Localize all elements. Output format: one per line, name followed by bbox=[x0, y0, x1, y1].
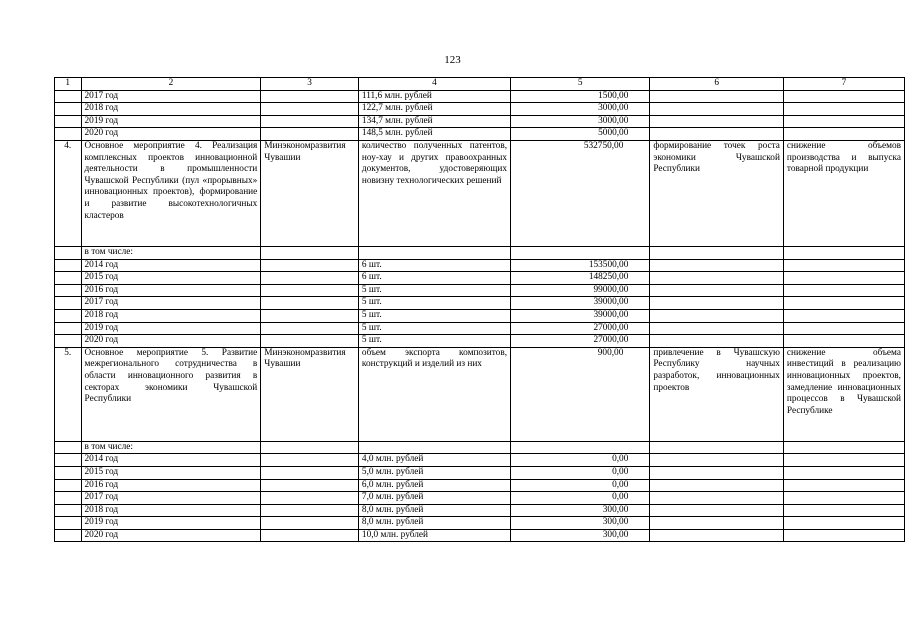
indicator-cell: 6,0 млн. рублей bbox=[358, 479, 510, 492]
indicator-cell: 5 шт. bbox=[358, 297, 510, 310]
year-cell: 2020 год bbox=[81, 529, 261, 542]
column-number: 6 bbox=[650, 78, 784, 91]
indicator-cell: 7,0 млн. рублей bbox=[358, 492, 510, 505]
expected-result: формирование точек роста экономики Чувашской Республики bbox=[650, 140, 784, 246]
activity-row-5 bbox=[55, 347, 905, 441]
amount-cell: 0,00 bbox=[511, 479, 650, 492]
year-cell: 2015 год bbox=[81, 272, 261, 285]
year-cell: 2015 год bbox=[81, 466, 261, 479]
amount-cell: 300,00 bbox=[511, 504, 650, 517]
column-number: 7 bbox=[783, 78, 904, 91]
column-number: 1 bbox=[55, 78, 82, 91]
year-cell: 2017 год bbox=[81, 90, 261, 103]
indicator-cell: 134,7 млн. рублей bbox=[358, 115, 510, 128]
year-cell: 2017 год bbox=[81, 297, 261, 310]
table-row bbox=[55, 246, 905, 259]
year-cell: 2020 год bbox=[81, 335, 261, 348]
year-cell: 2017 год bbox=[81, 492, 261, 505]
table-row bbox=[55, 284, 905, 297]
year-cell: 2018 год bbox=[81, 309, 261, 322]
amount-cell: 3000,00 bbox=[511, 115, 650, 128]
amount-cell: 27000,00 bbox=[511, 335, 650, 348]
table-row bbox=[55, 322, 905, 335]
amount-cell: 1500,00 bbox=[511, 90, 650, 103]
column-number: 3 bbox=[261, 78, 359, 91]
table-row bbox=[55, 479, 905, 492]
amount-cell: 148250,00 bbox=[511, 272, 650, 285]
including-label: в том числе: bbox=[81, 441, 261, 454]
item-number: 5. bbox=[55, 347, 82, 441]
table-row bbox=[55, 529, 905, 542]
activity-name: Основное мероприятие 5. Развитие межрегионального сотрудничества в области инновационного развития в секторах экономики Чувашской Республики bbox=[81, 347, 261, 441]
indicator-cell: 10,0 млн. рублей bbox=[358, 529, 510, 542]
amount-cell: 300,00 bbox=[511, 529, 650, 542]
page-number: 123 bbox=[444, 54, 461, 66]
activity-name: Основное мероприятие 4. Реализация комплексных проектов инновационной деятельности в промышленности Чувашской Республики (пул «прорывных» инновационных проектов), формирование и развитие высокотехнологичных кластеров bbox=[81, 140, 261, 246]
indicator-cell: 111,6 млн. рублей bbox=[358, 90, 510, 103]
table-row bbox=[55, 492, 905, 505]
amount-cell: 27000,00 bbox=[511, 322, 650, 335]
table-row bbox=[55, 517, 905, 530]
indicator-cell: 6 шт. bbox=[358, 272, 510, 285]
executor: Минэкономразвития Чувашии bbox=[261, 347, 359, 441]
activity-row-4 bbox=[55, 140, 905, 246]
year-cell: 2019 год bbox=[81, 115, 261, 128]
indicator-description: объем экспорта композитов, конструкций и изделий из них bbox=[358, 347, 510, 441]
year-cell: 2018 год bbox=[81, 504, 261, 517]
amount-total: 532750,00 bbox=[511, 140, 650, 246]
executor: Минэкономразвития Чувашии bbox=[261, 140, 359, 246]
amount-cell: 99000,00 bbox=[511, 284, 650, 297]
column-number: 5 bbox=[511, 78, 650, 91]
amount-cell: 0,00 bbox=[511, 466, 650, 479]
table-row bbox=[55, 103, 905, 116]
column-number: 2 bbox=[81, 78, 261, 91]
table-row bbox=[55, 115, 905, 128]
column-number: 4 bbox=[358, 78, 510, 91]
amount-cell: 153500,00 bbox=[511, 259, 650, 272]
risk-description: снижение объемов производства и выпуска товарной продукции bbox=[783, 140, 904, 246]
indicator-cell: 8,0 млн. рублей bbox=[358, 517, 510, 530]
amount-cell: 0,00 bbox=[511, 454, 650, 467]
table-row bbox=[55, 90, 905, 103]
table-row bbox=[55, 504, 905, 517]
indicator-cell: 148,5 млн. рублей bbox=[358, 128, 510, 141]
amount-cell: 3000,00 bbox=[511, 103, 650, 116]
column-number-row bbox=[55, 78, 905, 91]
year-cell: 2014 год bbox=[81, 259, 261, 272]
year-cell: 2019 год bbox=[81, 322, 261, 335]
amount-cell: 300,00 bbox=[511, 517, 650, 530]
amount-cell: 39000,00 bbox=[511, 309, 650, 322]
indicator-cell: 5 шт. bbox=[358, 284, 510, 297]
table-row bbox=[55, 309, 905, 322]
year-cell: 2019 год bbox=[81, 517, 261, 530]
item-number: 4. bbox=[55, 140, 82, 246]
table-row bbox=[55, 441, 905, 454]
expected-result: привлечение в Чувашскую Республику научных разработок, инновационных проектов bbox=[650, 347, 784, 441]
program-table bbox=[54, 77, 905, 542]
indicator-cell: 8,0 млн. рублей bbox=[358, 504, 510, 517]
indicator-cell: 4,0 млн. рублей bbox=[358, 454, 510, 467]
table-row bbox=[55, 259, 905, 272]
including-label: в том числе: bbox=[81, 246, 261, 259]
amount-cell: 39000,00 bbox=[511, 297, 650, 310]
year-cell: 2016 год bbox=[81, 284, 261, 297]
amount-cell: 5000,00 bbox=[511, 128, 650, 141]
indicator-description: количество полученных патентов, ноу-хау и других правоохранных документов, удостоверяющих новизну технологических решений bbox=[358, 140, 510, 246]
year-cell: 2018 год bbox=[81, 103, 261, 116]
indicator-cell: 5,0 млн. рублей bbox=[358, 466, 510, 479]
indicator-cell: 5 шт. bbox=[358, 322, 510, 335]
amount-cell: 0,00 bbox=[511, 492, 650, 505]
table-row bbox=[55, 297, 905, 310]
year-cell: 2020 год bbox=[81, 128, 261, 141]
year-cell: 2014 год bbox=[81, 454, 261, 467]
table-row bbox=[55, 466, 905, 479]
year-cell: 2016 год bbox=[81, 479, 261, 492]
indicator-cell: 6 шт. bbox=[358, 259, 510, 272]
table-row bbox=[55, 128, 905, 141]
indicator-cell: 122,7 млн. рублей bbox=[358, 103, 510, 116]
table-row bbox=[55, 454, 905, 467]
table-row bbox=[55, 335, 905, 348]
risk-description: снижение объема инвестиций в реализацию инновационных проектов, замедление инновационных процессов в Чувашской Республике bbox=[783, 347, 904, 441]
amount-total: 900,00 bbox=[511, 347, 650, 441]
indicator-cell: 5 шт. bbox=[358, 335, 510, 348]
indicator-cell: 5 шт. bbox=[358, 309, 510, 322]
table-row bbox=[55, 272, 905, 285]
